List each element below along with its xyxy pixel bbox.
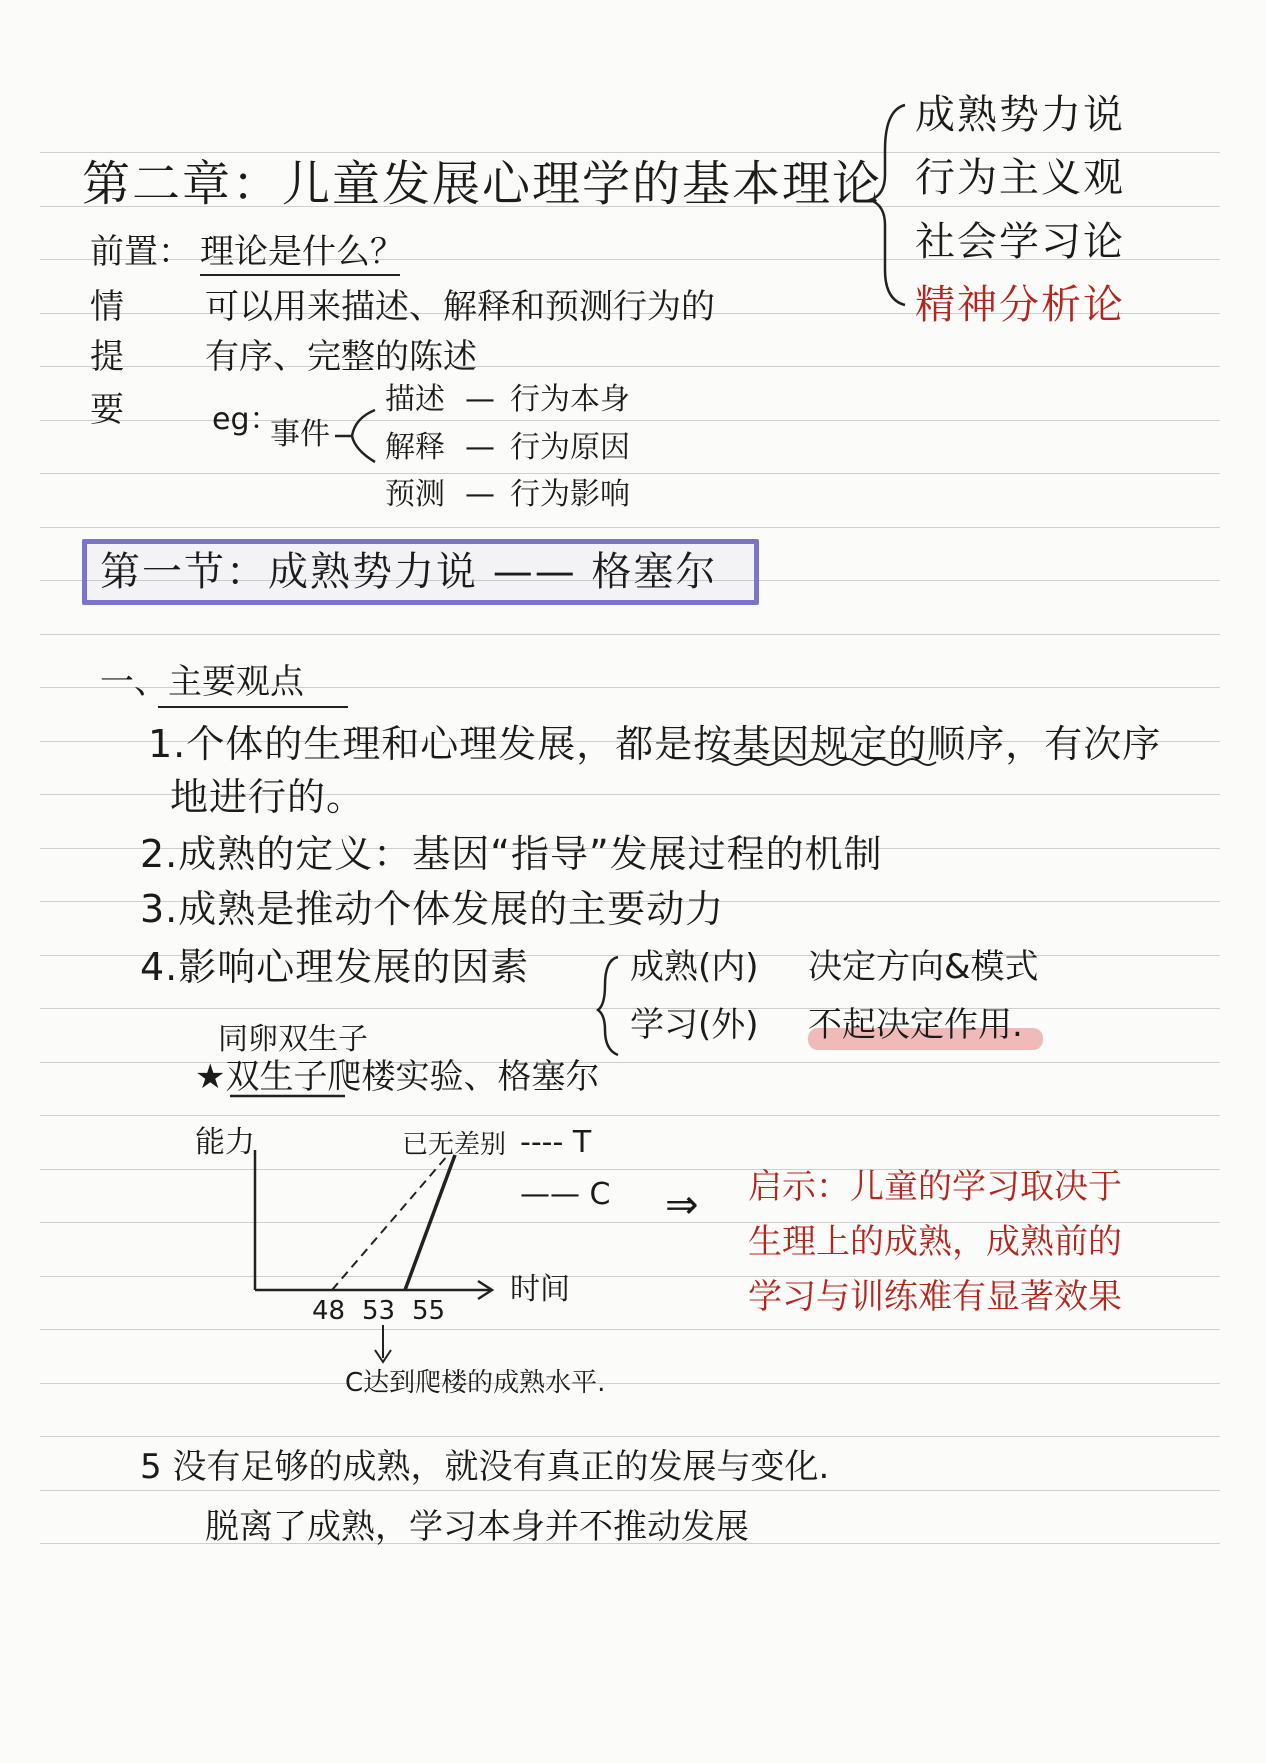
example-dash: — [465,477,495,512]
example-dash: — [465,430,495,465]
side-label: 提 [90,337,124,377]
preface-line1: 可以用来描述、解释和预测行为的 [205,287,715,327]
factor-2-effect: 不起决定作用. [808,1005,1023,1045]
point-4: 4.影响心理发展的因素 [140,945,530,989]
example-meaning: 行为原因 [510,430,630,465]
example-term: 解释 [385,430,445,465]
y-axis-label: 能力 [195,1125,255,1160]
example-dash: — [465,382,495,417]
chapter-title: 第二章：儿童发展心理学的基本理论 [82,156,883,212]
legend-c: —— C [520,1177,611,1212]
twin-chart [255,1150,492,1362]
point-2: 2.成熟的定义：基因“指导”发展过程的机制 [140,832,883,876]
x-axis-label: 时间 [510,1272,570,1307]
implication-line1: 启示：儿童的学习取决于 [748,1167,1122,1207]
heading-underline [158,706,348,708]
example-eg: eg： [212,402,280,437]
example-term: 预测 [385,477,445,512]
implication-arrow: ⇒ [665,1182,701,1228]
example-meaning: 行为影响 [510,477,630,512]
point-3: 3.成熟是推动个体发展的主要动力 [140,887,725,931]
theory-item: 行为主义观 [915,155,1125,201]
point-5-line2: 脱离了成熟，学习本身并不推动发展 [205,1507,749,1547]
implication-line2: 生理上的成熟，成熟前的 [748,1222,1122,1262]
tick-label: 55 [412,1296,446,1326]
top-label: 已无差别 [402,1130,507,1160]
twin-note: 同卵双生子 [218,1022,368,1057]
arrow-down [375,1325,391,1362]
side-label: 情 [90,287,124,327]
factor-1: 成熟(内) [630,947,759,987]
legend-t: ---- T [520,1125,592,1160]
preface-line2: 有序、完整的陈述 [205,337,477,377]
question-underline [200,274,400,276]
theory-brace [870,105,905,305]
factor-2: 学习(外) [630,1005,759,1045]
section-title: 第一节：成熟势力说 —— 格塞尔 [100,549,718,595]
experiment-title: ★双生子爬楼实验、格塞尔 [195,1057,600,1097]
example-meaning: 行为本身 [510,382,630,417]
tick-label: 53 [362,1296,396,1326]
example-term: 描述 [385,382,445,417]
theory-item: 精神分析论 [915,282,1125,328]
factor-brace [598,957,618,1055]
example-brace [352,410,375,462]
point-1b: 地进行的。 [170,775,366,819]
point-1a: 1.个体的生理和心理发展，都是按基因规定的顺序，有次序 [148,722,1162,766]
preface-label: 前置： [90,232,192,272]
implication-line3: 学习与训练难有显著效果 [748,1277,1122,1317]
tick-label: 48 [312,1296,346,1326]
theory-item: 社会学习论 [915,219,1125,265]
factor-1-effect: 决定方向&模式 [808,947,1039,987]
main-points-heading: 一、主要观点 [100,662,304,702]
arrow-note: C达到爬楼的成熟水平. [345,1368,606,1398]
side-label: 要 [90,390,124,430]
preface-question: 理论是什么？ [200,232,404,272]
theory-item: 成熟势力说 [915,92,1125,138]
point-5-line1: 5 没有足够的成熟，就没有真正的发展与变化. [140,1447,830,1487]
example-event: 事件 [270,417,330,452]
